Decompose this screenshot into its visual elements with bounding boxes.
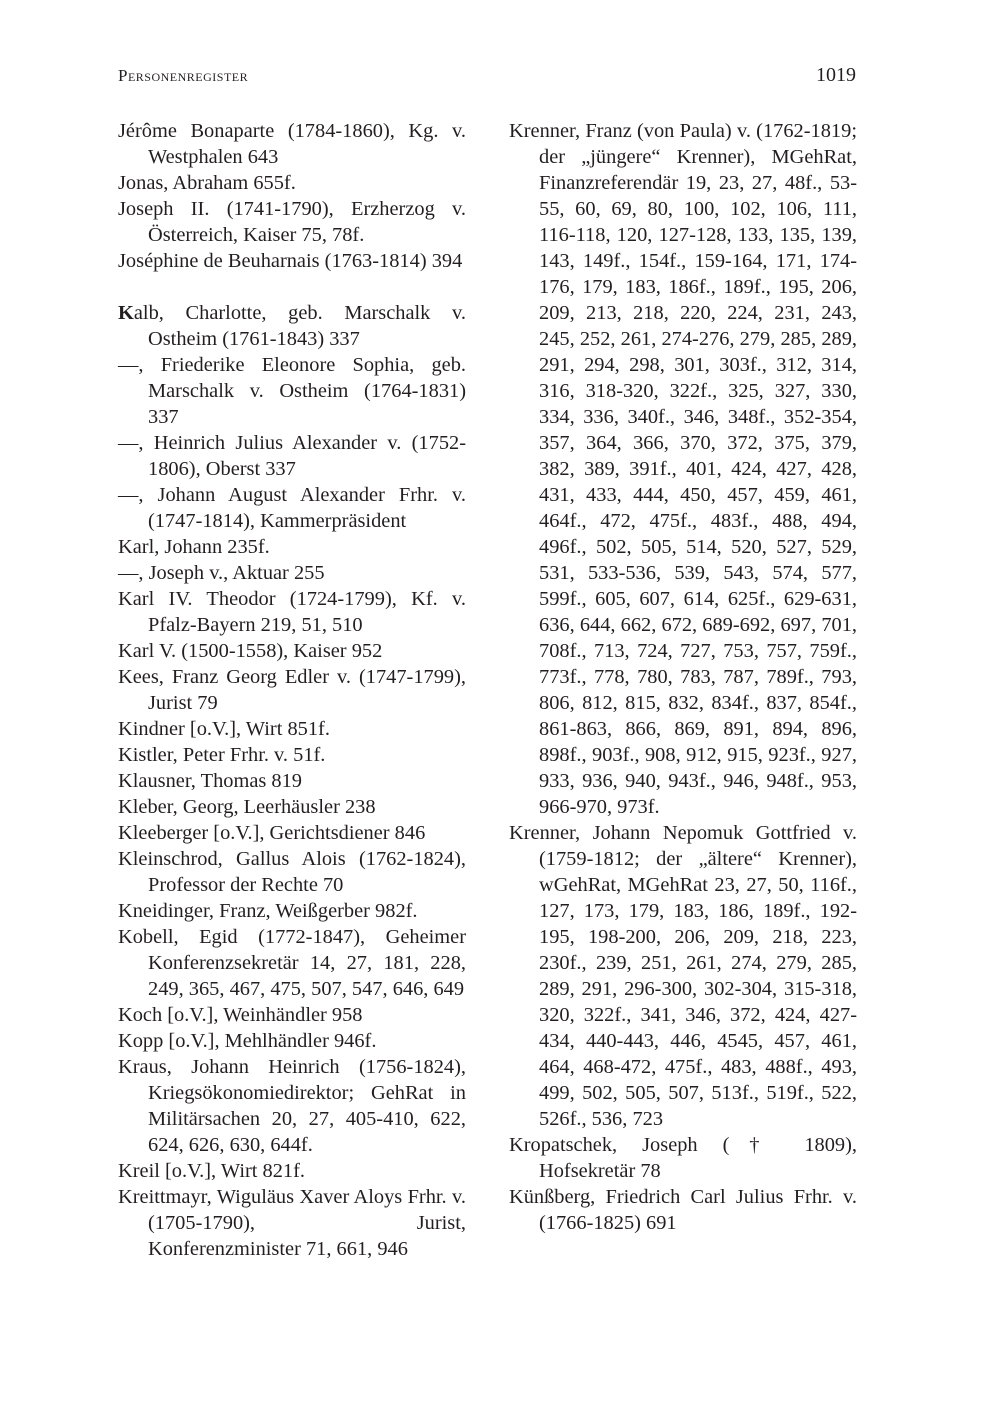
index-entry: Kneidinger, Franz, Weißgerber 982f. bbox=[118, 900, 418, 922]
running-head: Personenregister bbox=[118, 66, 249, 85]
index-entry: Klausner, Thomas 819 bbox=[118, 770, 302, 792]
letter-initial: K bbox=[118, 302, 134, 324]
index-entry: Krenner, Johann Nepomuk Gottfried v. (1759-1812; der „ältere“ Krenner), wGehRat, MGehRat 23, 27, 50, 116f., 127, 173, 179, 183, 186, 189f., 192-195, 198-200, 206, 209, 218, 223, 230f., 239, 251, 261, 274, 279, 285, 289, 291, 296-300, 302-304, 315-318, 320, 322f., 341, 346, 372, 424, 427-434, 440-443, 446, 4545, 457, 461, 464, 468-472, 475f., 483, 488f., 493, 499, 502, 505, 507, 513f., 519f., 522, 526f., 536, 723 bbox=[509, 822, 857, 1130]
index-entry: Kraus, Johann Heinrich (1756-1824), Kriegsökonomiedirektor; GehRat in Militärsachen 20, 27, 405-410, 622, 624, 626, 630, 644f. bbox=[118, 1056, 466, 1156]
index-entry: —, Joseph v., Aktuar 255 bbox=[118, 562, 325, 584]
index-entry: —, Johann August Alexander Frhr. v. (1747-1814), Kammerpräsident bbox=[118, 484, 466, 532]
index-entry: Karl IV. Theodor (1724-1799), Kf. v. Pfalz-Bayern 219, 51, 510 bbox=[118, 588, 466, 636]
index-entry: Kobell, Egid (1772-1847), Geheimer Konferenzsekretär 14, 27, 181, 228, 249, 365, 467, 475, 507, 547, 646, 649 bbox=[118, 926, 466, 1000]
index-entry: Jonas, Abraham 655f. bbox=[118, 172, 296, 194]
index-entry: Kleeberger [o.V.], Gerichtsdiener 846 bbox=[118, 822, 426, 844]
index-entry: Joseph II. (1741-1790), Erzherzog v. Österreich, Kaiser 75, 78f. bbox=[118, 198, 466, 246]
page-number: 1019 bbox=[816, 64, 856, 86]
index-entry: Kistler, Peter Frhr. v. 51f. bbox=[118, 744, 326, 766]
index-entry: Jérôme Bonaparte (1784-1860), Kg. v. Westphalen 643 bbox=[118, 120, 466, 168]
index-entry: Kleber, Georg, Leerhäusler 238 bbox=[118, 796, 376, 818]
index-entry: Kopp [o.V.], Mehlhändler 946f. bbox=[118, 1030, 377, 1052]
index-entry: —, Friederike Eleonore Sophia, geb. Marschalk v. Ostheim (1764-1831) 337 bbox=[118, 354, 466, 428]
index-entry: Joséphine de Beuharnais (1763-1814) 394 bbox=[118, 250, 463, 272]
index-entry bbox=[118, 300, 466, 352]
index-entry: Kees, Franz Georg Edler v. (1747-1799), Jurist 79 bbox=[118, 666, 466, 714]
index-entry: Kleinschrod, Gallus Alois (1762-1824), Professor der Rechte 70 bbox=[118, 848, 466, 896]
index-entry: Kreittmayr, Wiguläus Xaver Aloys Frhr. v. (1705-1790), Jurist, Konferenzminister 71, 661, 946 bbox=[118, 1186, 466, 1260]
index-entry: Koch [o.V.], Weinhändler 958 bbox=[118, 1004, 363, 1026]
index-entry: Künßberg, Friedrich Carl Julius Frhr. v. (1766-1825) 691 bbox=[509, 1186, 857, 1234]
index-entry: Kropatschek, Joseph († 1809), Hofsekretär 78 bbox=[509, 1134, 857, 1182]
index-column-right bbox=[509, 118, 857, 1236]
index-entry: Kindner [o.V.], Wirt 851f. bbox=[118, 718, 330, 740]
entry-text: alb, Charlotte, geb. Marschalk v. Ostheim (1761-1843) 337 bbox=[133, 302, 466, 350]
index-entry: Krenner, Franz (von Paula) v. (1762-1819; der „jüngere“ Krenner), MGehRat, Finanzreferendär 19, 23, 27, 48f., 53-55, 60, 69, 80, 100, 102, 106, 111, 116-118, 120, 127-128, 133, 135, 139, 143, 149f., 154f., 159-164, 171, 174-176, 179, 183, 186f., 189f., 195, 206, 209, 213, 218, 220, 224, 231, 243, 245, 252, 261, 274-276, 279, 285, 289, 291, 294, 298, 301, 303f., 312, 314, 316, 318-320, 322f., 325, 327, 330, 334, 336, 340f., 346, 348f., 352-354, 357, 364, 366, 370, 372, 375, 379, 382, 389, 391f., 401, 424, 427, 428, 431, 433, 444, 450, 457, 459, 461, 464f., 472, 475f., 483f., 488, 494, 496f., 502, 505, 514, 520, 527, 529, 531, 533-536, 539, 543, 574, 577, 599f., 605, 607, 614, 625f., 629-631, 636, 644, 662, 672, 689-692, 697, 701, 708f., 713, 724, 727, 753, 757, 759f., 773f., 778, 780, 783, 787, 789f., 793, 806, 812, 815, 832, 834f., 837, 854f., 861-863, 866, 869, 891, 894, 896, 898f., 903f., 908, 912, 915, 923f., 927, 933, 936, 940, 943f., 946, 948f., 953, 966-970, 973f. bbox=[509, 120, 857, 818]
index-entry: Karl, Johann 235f. bbox=[118, 536, 270, 558]
index-entry: —, Heinrich Julius Alexander v. (1752-1806), Oberst 337 bbox=[118, 432, 466, 480]
index-column-left bbox=[118, 118, 466, 1262]
index-entry: Karl V. (1500-1558), Kaiser 952 bbox=[118, 640, 383, 662]
index-entry: Kreil [o.V.], Wirt 821f. bbox=[118, 1160, 306, 1182]
